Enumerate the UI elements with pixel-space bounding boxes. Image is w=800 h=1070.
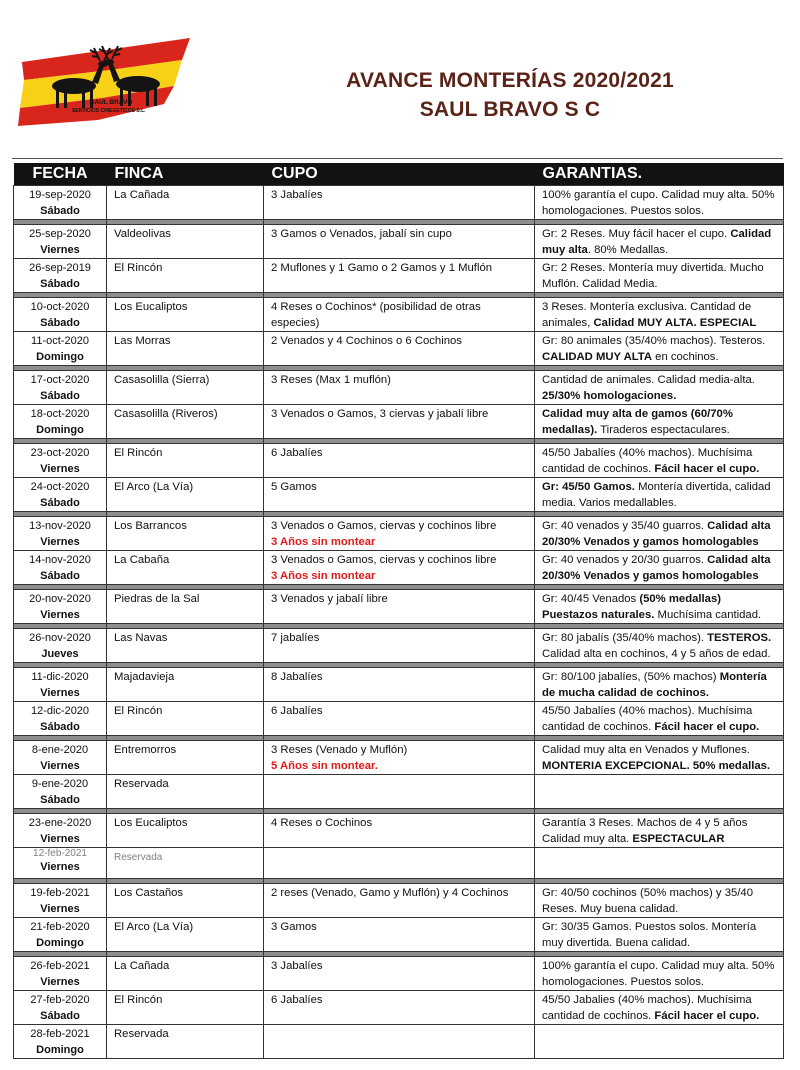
event-date: 28-feb-2021	[30, 1028, 90, 1040]
garantia-text: CALIDAD MUY ALTA	[542, 351, 653, 363]
table-row	[14, 590, 784, 624]
cupo-text: 6 Jabalíes	[271, 994, 323, 1006]
event-weekday: Sábado	[40, 570, 80, 582]
event-date: 21-feb-2020	[30, 921, 90, 933]
cupo-text: 3 Reses (Venado y Muflón)	[271, 744, 408, 756]
event-weekday: Sábado	[40, 794, 80, 806]
event-date: 10-oct-2020	[30, 301, 90, 313]
table-body	[14, 186, 784, 1059]
finca-name: La Cañada	[114, 960, 170, 972]
fecha-cell	[14, 1025, 107, 1059]
cupo-cell	[264, 405, 535, 439]
event-weekday: Viernes	[40, 463, 80, 475]
cupo-cell	[264, 371, 535, 405]
finca-cell	[107, 405, 264, 439]
cupo-cell	[264, 259, 535, 293]
garantia-text: Calidad MUY ALTA. ESPECIAL	[593, 317, 757, 329]
cupo-text: 3 Jabalíes	[271, 960, 323, 972]
garantias-cell	[535, 957, 784, 991]
finca-name: Las Navas	[114, 632, 168, 644]
event-weekday: Viernes	[40, 687, 80, 699]
event-weekday: Viernes	[40, 760, 80, 772]
garantias-cell	[535, 332, 784, 366]
logo-text-line1: SAUL BRAVO	[90, 99, 133, 106]
cupo-cell	[264, 444, 535, 478]
finca-cell	[107, 957, 264, 991]
column-header-cupo: CUPO	[264, 163, 535, 186]
garantias-cell	[535, 371, 784, 405]
garantias-cell	[535, 590, 784, 624]
fecha-cell	[14, 332, 107, 366]
garantia-text: . 80% Medallas.	[587, 244, 669, 256]
cupo-text: 2 reses (Venado, Gamo y Muflón) y 4 Cochinos	[271, 887, 509, 899]
garantia-text: ESPECTACULAR	[632, 833, 725, 845]
finca-cell	[107, 590, 264, 624]
finca-cell	[107, 991, 264, 1025]
finca-name: Los Barrancos	[114, 520, 187, 532]
finca-name: Reservada	[114, 1028, 169, 1040]
fecha-cell	[14, 884, 107, 918]
garantias-cell	[535, 1025, 784, 1059]
cupo-cell	[264, 668, 535, 702]
table-header-row	[14, 163, 784, 186]
event-weekday: Viernes	[40, 976, 80, 988]
event-date: 8-ene-2020	[31, 744, 89, 756]
garantia-text: 45/50 Jabalíes (40% machos). Muchísima cantidad de cochinos.	[542, 705, 753, 733]
garantia-text: Garantía 3 Reses. Machos de 4 y 5 años Calidad muy alta.	[542, 817, 748, 845]
garantias-cell	[535, 259, 784, 293]
event-date: 23-ene-2020	[28, 817, 92, 829]
finca-cell	[107, 551, 264, 585]
cupo-text: 8 Jabalíes	[271, 671, 323, 683]
garantias-cell	[535, 551, 784, 585]
event-date: 19-sep-2020	[29, 189, 91, 201]
garantias-cell	[535, 884, 784, 918]
fecha-cell	[14, 478, 107, 512]
table-row	[14, 551, 784, 585]
event-weekday: Sábado	[40, 1010, 80, 1022]
cupo-cell	[264, 517, 535, 551]
finca-name: Los Eucaliptos	[114, 817, 188, 829]
garantia-text: Fácil hacer el cupo.	[654, 721, 760, 733]
table-row	[14, 186, 784, 220]
fecha-cell	[14, 298, 107, 332]
finca-cell	[107, 478, 264, 512]
event-weekday: Sábado	[40, 497, 80, 509]
cupo-text: 3 Venados o Gamos, ciervas y cochinos libre	[271, 554, 497, 566]
event-weekday: Viernes	[40, 833, 80, 845]
fecha-cell	[14, 186, 107, 220]
table-row	[14, 298, 784, 332]
finca-name: Majadavieja	[114, 671, 175, 683]
column-header-finca: FINCA	[107, 163, 264, 186]
table-row	[14, 814, 784, 848]
garantia-text: Calidad muy alta en Venados y Muflones.	[542, 744, 750, 756]
finca-name: Valdeolivas	[114, 228, 171, 240]
column-header-garantias: GARANTIAS.	[535, 163, 784, 186]
finca-cell	[107, 444, 264, 478]
cupo-cell	[264, 702, 535, 736]
cupo-text: 6 Jabalíes	[271, 705, 323, 717]
finca-cell	[107, 332, 264, 366]
finca-name: Reservada	[114, 852, 163, 863]
finca-cell	[107, 629, 264, 663]
fecha-cell	[14, 775, 107, 809]
finca-name: La Cañada	[114, 189, 170, 201]
cupo-cell	[264, 918, 535, 952]
garantia-text: 100% garantía el cupo. Calidad muy alta. 50% homologaciones. Puestos solos.	[542, 960, 775, 988]
event-date: 27-feb-2020	[30, 994, 90, 1006]
cupo-cell	[264, 741, 535, 775]
event-weekday: Domingo	[36, 1044, 84, 1056]
table-row	[14, 478, 784, 512]
fecha-cell	[14, 517, 107, 551]
cupo-cell	[264, 298, 535, 332]
finca-name: Piedras de la Sal	[114, 593, 200, 605]
cupo-cell	[264, 1025, 535, 1059]
cupo-text: 7 jabalíes	[271, 632, 320, 644]
cupo-text: 3 Venados o Gamos, ciervas y cochinos libre	[271, 520, 497, 532]
finca-name: La Cabaña	[114, 554, 170, 566]
cupo-cell	[264, 957, 535, 991]
event-weekday: Viernes	[40, 903, 80, 915]
garantia-text: Calidad alta 20/30% Venados y gamos homologables	[542, 520, 771, 548]
finca-name: Casasolilla (Sierra)	[114, 374, 210, 386]
finca-name: El Arco (La Vía)	[114, 921, 194, 933]
event-date: 12-feb-2021	[33, 848, 87, 859]
cupo-text: 3 Reses (Max 1 muflón)	[271, 374, 391, 386]
event-date: 17-oct-2020	[30, 374, 90, 386]
cupo-cell	[264, 884, 535, 918]
fecha-cell	[14, 668, 107, 702]
event-date: 24-oct-2020	[30, 481, 90, 493]
garantia-text: Montería de mucha calidad de cochinos.	[542, 671, 767, 699]
garantia-text: Gr: 40 venados y 35/40 guarros.	[542, 520, 708, 532]
garantias-cell	[535, 991, 784, 1025]
event-weekday: Domingo	[36, 351, 84, 363]
title-line-1: AVANCE MONTERÍAS 2020/2021	[346, 69, 674, 92]
garantia-text: Gr: 40 venados y 20/30 guarros.	[542, 554, 708, 566]
fecha-cell	[14, 371, 107, 405]
finca-cell	[107, 668, 264, 702]
cupo-text: 6 Jabalíes	[271, 447, 323, 459]
cupo-text: 3 Venados o Gamos, 3 ciervas y jabalí libre	[271, 408, 489, 420]
fecha-cell	[14, 741, 107, 775]
event-date: 23-oct-2020	[30, 447, 90, 459]
garantias-cell	[535, 918, 784, 952]
cupo-cell	[264, 332, 535, 366]
garantia-text: Gr: 2 Reses. Montería muy divertida. Mucho Muflón. Calidad Media.	[542, 262, 764, 290]
event-weekday: Jueves	[41, 648, 79, 660]
page-title	[290, 66, 730, 124]
garantia-text: Calidad alta 20/30% Venados y gamos homologables	[542, 554, 771, 582]
garantias-cell	[535, 848, 784, 879]
garantia-text: 3 Reses. Montería exclusiva. Cantidad de animales,	[542, 301, 752, 329]
fecha-cell	[14, 702, 107, 736]
table-row	[14, 405, 784, 439]
company-logo	[14, 34, 194, 128]
garantias-cell	[535, 814, 784, 848]
garantias-cell	[535, 405, 784, 439]
event-weekday: Viernes	[40, 609, 80, 621]
finca-cell	[107, 186, 264, 220]
finca-cell	[107, 259, 264, 293]
garantia-text: Calidad muy alta	[542, 228, 772, 256]
cupo-text: 4 Reses o Cochinos* (posibilidad de otras especies)	[271, 301, 481, 329]
finca-cell	[107, 848, 264, 879]
cupo-text: 5 Gamos	[271, 481, 317, 493]
cupo-cell	[264, 551, 535, 585]
finca-cell	[107, 702, 264, 736]
cupo-note: 5 Años sin montear.	[271, 760, 378, 772]
garantia-text: MONTERIA EXCEPCIONAL. 50% medallas.	[542, 760, 771, 772]
event-weekday: Sábado	[40, 205, 80, 217]
cupo-cell	[264, 629, 535, 663]
garantias-cell	[535, 629, 784, 663]
finca-name: Las Morras	[114, 335, 171, 347]
garantia-text: Gr: 2 Reses. Muy fácil hacer el cupo.	[542, 228, 731, 240]
finca-name: El Rincón	[114, 705, 163, 717]
column-header-fecha: FECHA	[14, 163, 107, 186]
table-row	[14, 848, 784, 879]
garantias-cell	[535, 478, 784, 512]
cupo-text: 3 Venados y jabalí libre	[271, 593, 388, 605]
cupo-note: 3 Años sin montear	[271, 536, 376, 548]
event-weekday: Domingo	[36, 937, 84, 949]
garantias-cell	[535, 225, 784, 259]
garantia-text: Tiraderos espectaculares.	[597, 424, 730, 436]
logo-graphic	[14, 34, 194, 128]
cupo-text: 3 Gamos	[271, 921, 317, 933]
event-date: 12-dic-2020	[30, 705, 90, 717]
event-date: 18-oct-2020	[30, 408, 90, 420]
table-row	[14, 741, 784, 775]
garantia-text: 45/50 Jabalíes (40% machos). Muchísima cantidad de cochinos.	[542, 447, 753, 475]
table-row	[14, 991, 784, 1025]
garantias-cell	[535, 517, 784, 551]
fecha-cell	[14, 957, 107, 991]
finca-cell	[107, 918, 264, 952]
cupo-cell	[264, 225, 535, 259]
garantia-text: Gr: 40/50 cochinos (50% machos) y 35/40 Reses. Muy buena calidad.	[542, 887, 753, 915]
garantia-text: 100% garantía el cupo. Calidad muy alta. 50% homologaciones. Puestos solos.	[542, 189, 775, 217]
finca-cell	[107, 517, 264, 551]
title-line-2: SAUL BRAVO S C	[419, 98, 601, 121]
garantias-cell	[535, 186, 784, 220]
finca-cell	[107, 298, 264, 332]
cupo-cell	[264, 478, 535, 512]
garantia-text: en cochinos.	[652, 351, 719, 363]
garantia-text: Gr: 45/50 Gamos.	[542, 481, 635, 493]
finca-cell	[107, 741, 264, 775]
hunting-schedule-table	[13, 163, 784, 1059]
fecha-cell	[14, 590, 107, 624]
cupo-cell	[264, 991, 535, 1025]
finca-name: Entremorros	[114, 744, 177, 756]
table-row	[14, 371, 784, 405]
fecha-cell	[14, 551, 107, 585]
garantia-text: Montería divertida, calidad media. Varios medallables.	[542, 481, 771, 509]
garantia-text: TESTEROS.	[707, 632, 772, 644]
event-date: 11-dic-2020	[31, 671, 89, 683]
garantia-text: 45/50 Jabalies (40% machos). Muchísima cantidad de cochinos.	[542, 994, 752, 1022]
finca-name: Los Castaños	[114, 887, 184, 899]
finca-cell	[107, 225, 264, 259]
event-weekday: Sábado	[40, 317, 80, 329]
finca-cell	[107, 775, 264, 809]
garantia-text: (50% medallas) Puestazos naturales.	[542, 593, 721, 621]
finca-cell	[107, 371, 264, 405]
garantia-text: Cantidad de animales. Calidad media-alta.	[542, 374, 755, 386]
event-weekday: Domingo	[36, 424, 84, 436]
table-row	[14, 225, 784, 259]
top-rule	[12, 158, 783, 159]
garantia-text: Gr: 80/100 jabalíes, (50% machos)	[542, 671, 720, 683]
cupo-cell	[264, 848, 535, 879]
garantia-text: Gr: 80 animales (35/40% machos). Testeros.	[542, 335, 766, 347]
table-row	[14, 702, 784, 736]
table-row	[14, 332, 784, 366]
fecha-cell	[14, 918, 107, 952]
event-weekday: Viernes	[40, 244, 80, 256]
garantias-cell	[535, 298, 784, 332]
cupo-text: 2 Muflones y 1 Gamo o 2 Gamos y 1 Muflón	[271, 262, 493, 274]
cupo-cell	[264, 814, 535, 848]
table-row	[14, 884, 784, 918]
garantias-cell	[535, 668, 784, 702]
finca-name: El Arco (La Vía)	[114, 481, 194, 493]
cupo-cell	[264, 186, 535, 220]
garantia-text: Calidad muy alta de gamos (60/70% medallas).	[542, 408, 733, 436]
garantia-text: 25/30% homologaciones.	[542, 390, 677, 402]
garantias-cell	[535, 775, 784, 809]
event-date: 26-sep-2019	[29, 262, 91, 274]
fecha-cell	[14, 629, 107, 663]
garantias-cell	[535, 741, 784, 775]
table-row	[14, 957, 784, 991]
finca-cell	[107, 1025, 264, 1059]
fecha-cell	[14, 259, 107, 293]
fecha-cell	[14, 405, 107, 439]
cupo-note: 3 Años sin montear	[271, 570, 376, 582]
table-row	[14, 918, 784, 952]
garantias-cell	[535, 702, 784, 736]
fecha-cell	[14, 814, 107, 848]
table-row	[14, 775, 784, 809]
event-weekday: Viernes	[40, 536, 80, 548]
event-date: 19-feb-2021	[30, 887, 90, 899]
finca-name: El Rincón	[114, 447, 163, 459]
finca-cell	[107, 884, 264, 918]
garantia-text: Gr: 80 jabalís (35/40% machos).	[542, 632, 708, 644]
garantia-text: Calidad alta en cochinos, 4 y 5 años de edad.	[542, 648, 771, 660]
fecha-cell	[14, 225, 107, 259]
cupo-cell	[264, 775, 535, 809]
finca-cell	[107, 814, 264, 848]
table-row	[14, 259, 784, 293]
finca-name: Casasolilla (Riveros)	[114, 408, 218, 420]
fecha-cell	[14, 444, 107, 478]
finca-name: Los Eucaliptos	[114, 301, 188, 313]
table-row	[14, 668, 784, 702]
event-weekday: Sábado	[40, 721, 80, 733]
event-date: 13-nov-2020	[29, 520, 91, 532]
garantia-text: Fácil hacer el cupo.	[654, 463, 760, 475]
event-weekday: Sábado	[40, 390, 80, 402]
finca-name: El Rincón	[114, 994, 163, 1006]
cupo-text: 3 Jabalíes	[271, 189, 323, 201]
garantia-text: Fácil hacer el cupo.	[654, 1010, 760, 1022]
logo-text-line2: SERVICIOS CINEGETICOS S.L.	[72, 108, 146, 114]
fecha-cell	[14, 848, 107, 879]
cupo-text: 3 Gamos o Venados, jabalí sin cupo	[271, 228, 452, 240]
event-date: 20-nov-2020	[29, 593, 91, 605]
event-date: 11-oct-2020	[31, 335, 89, 347]
garantia-text: Muchísima cantidad.	[654, 609, 762, 621]
event-date: 26-feb-2021	[30, 960, 90, 972]
table-row	[14, 1025, 784, 1059]
finca-name: Reservada	[114, 778, 169, 790]
finca-name: El Rincón	[114, 262, 163, 274]
fecha-cell	[14, 991, 107, 1025]
garantia-text: Gr: 30/35 Gamos. Puestos solos. Montería muy divertida. Buena calidad.	[542, 921, 757, 949]
garantia-text: Gr: 40/45 Venados	[542, 593, 640, 605]
event-date: 9-ene-2020	[31, 778, 89, 790]
table-row	[14, 629, 784, 663]
table-row	[14, 517, 784, 551]
garantias-cell	[535, 444, 784, 478]
event-weekday: Sábado	[40, 278, 80, 290]
event-date: 26-nov-2020	[29, 632, 91, 644]
cupo-text: 2 Venados y 4 Cochinos o 6 Cochinos	[271, 335, 462, 347]
event-date: 25-sep-2020	[29, 228, 91, 240]
event-weekday: Viernes	[40, 861, 80, 873]
table-row	[14, 444, 784, 478]
event-date: 14-nov-2020	[29, 554, 91, 566]
cupo-text: 4 Reses o Cochinos	[271, 817, 373, 829]
cupo-cell	[264, 590, 535, 624]
